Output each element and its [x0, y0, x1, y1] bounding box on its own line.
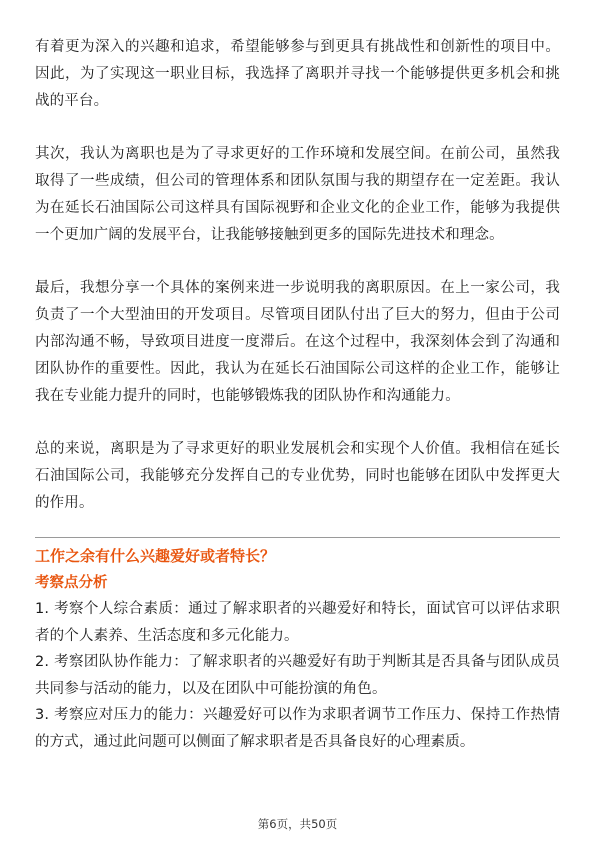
paragraph-second-reason: 其次，我认为离职也是为了寻求更好的工作环境和发展空间。在前公司，虽然我取得了一些成绩，但公司的管理体系和团队氛围与我的期望存在一定差距。我认为在延长石油国际公司这样具有国际视野和企业文化的企业工作，能够为我提供一个更加广阔的发展平台，让我能够接触到更多的国际先进技术和理念。 [35, 146, 560, 243]
analysis-list [35, 596, 560, 755]
paragraph-continuation: 有着更为深入的兴趣和追求，希望能够参与到更具有挑战性和创新性的项目中。因此，为了实现这一职业目标，我选择了离职并寻找一个能够提供更多机会和挑战的平台。 [35, 39, 560, 109]
paragraph-case-example: 最后，我想分享一个具体的案例来进一步说明我的离职原因。在上一家公司，我负责了一个大型油田的开发项目。尽管项目团队付出了巨大的努力，但由于公司内部沟通不畅，导致项目进度一度滞后。在这个过程中，我深刻体会到了沟通和团队协作的重要性。因此，我认为在延长石油国际公司这样的企业工作，能够让我在专业能力提升的同时，也能够锻炼我的团队协作和沟通能力。 [35, 280, 560, 404]
section-divider [35, 537, 560, 538]
paragraph-conclusion: 总的来说，离职是为了寻求更好的职业发展机会和实现个人价值。我相信在延长石油国际公司，我能够充分发挥自己的专业优势，同时也能够在团队中发挥更大的作用。 [35, 441, 560, 511]
analysis-heading: 考察点分析 [35, 575, 108, 591]
page-number: 第6页，共50页 [257, 817, 338, 831]
analysis-point: 3. 考察应对压力的能力：兴趣爱好可以作为求职者调节工作压力、保持工作热情的方式，通过此问题可以侧面了解求职者是否具备良好的心理素质。 [35, 707, 560, 750]
analysis-point: 1. 考察个人综合素质：通过了解求职者的兴趣爱好和特长，面试官可以评估求职者的个人素养、生活态度和多元化能力。 [35, 601, 560, 644]
page-content [35, 34, 560, 755]
analysis-point: 2. 考察团队协作能力：了解求职者的兴趣爱好有助于判断其是否具备与团队成员共同参与活动的能力，以及在团队中可能扮演的角色。 [35, 654, 560, 697]
question-heading: 工作之余有什么兴趣爱好或者特长？ [35, 547, 276, 565]
